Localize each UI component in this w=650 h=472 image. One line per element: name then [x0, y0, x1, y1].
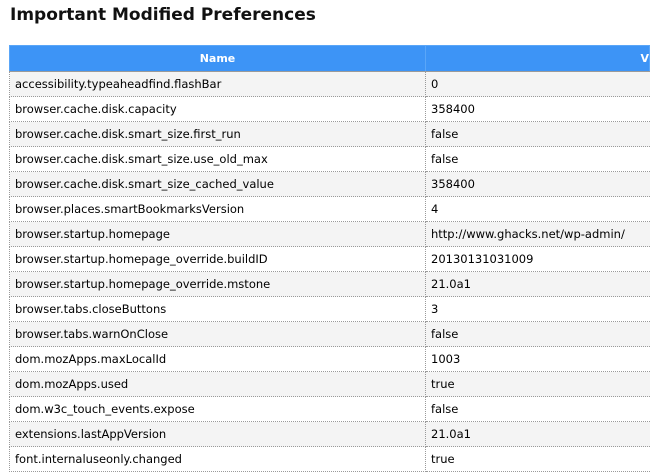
- pref-value-cell: 4: [426, 197, 650, 222]
- table-row: [10, 347, 650, 372]
- pref-name-cell: extensions.lastAppVersion: [10, 422, 426, 447]
- pref-value-cell: 358400: [426, 97, 650, 122]
- table-row: [10, 272, 650, 297]
- pref-value-cell: 0: [426, 72, 650, 97]
- pref-name-cell: browser.cache.disk.capacity: [10, 97, 426, 122]
- pref-name-cell: browser.cache.disk.smart_size.use_old_max: [10, 147, 426, 172]
- table-row: [10, 397, 650, 422]
- name-column-header: Name: [10, 46, 426, 72]
- pref-name-cell: browser.tabs.closeButtons: [10, 297, 426, 322]
- pref-name-cell: accessibility.typeaheadfind.flashBar: [10, 72, 426, 97]
- pref-name-cell: browser.startup.homepage: [10, 222, 426, 247]
- table-row: [10, 97, 650, 122]
- pref-name-cell: dom.mozApps.used: [10, 372, 426, 397]
- pref-value-cell: false: [426, 322, 650, 347]
- table-header-row: [10, 46, 650, 72]
- pref-value-cell: false: [426, 122, 650, 147]
- table-row: [10, 197, 650, 222]
- pref-name-cell: font.internaluseonly.changed: [10, 447, 426, 472]
- table-row: [10, 147, 650, 172]
- pref-value-cell: true: [426, 372, 650, 397]
- pref-name-cell: browser.tabs.warnOnClose: [10, 322, 426, 347]
- pref-name-cell: dom.mozApps.maxLocalId: [10, 347, 426, 372]
- table-row: [10, 247, 650, 272]
- pref-value-cell: true: [426, 447, 650, 472]
- pref-name-cell: dom.w3c_touch_events.expose: [10, 397, 426, 422]
- table-row: [10, 447, 650, 472]
- table-row: [10, 322, 650, 347]
- preferences-table-container: [9, 45, 649, 472]
- table-row: [10, 72, 650, 97]
- pref-name-cell: browser.places.smartBookmarksVersion: [10, 197, 426, 222]
- pref-value-cell: 1003: [426, 347, 650, 372]
- pref-value-cell: 20130131031009: [426, 247, 650, 272]
- pref-value-cell: 358400: [426, 172, 650, 197]
- pref-value-cell: http://www.ghacks.net/wp-admin/: [426, 222, 650, 247]
- table-row: [10, 172, 650, 197]
- page-title: Important Modified Preferences: [10, 5, 316, 25]
- pref-name-cell: browser.startup.homepage_override.buildID: [10, 247, 426, 272]
- table-row: [10, 422, 650, 447]
- preferences-table: [9, 45, 650, 472]
- table-row: [10, 297, 650, 322]
- pref-name-cell: browser.startup.homepage_override.mstone: [10, 272, 426, 297]
- pref-value-cell: 3: [426, 297, 650, 322]
- table-row: [10, 372, 650, 397]
- pref-value-cell: false: [426, 397, 650, 422]
- pref-name-cell: browser.cache.disk.smart_size_cached_value: [10, 172, 426, 197]
- pref-value-cell: 21.0a1: [426, 422, 650, 447]
- value-column-header: V: [426, 46, 650, 72]
- table-row: [10, 222, 650, 247]
- pref-value-cell: 21.0a1: [426, 272, 650, 297]
- pref-name-cell: browser.cache.disk.smart_size.first_run: [10, 122, 426, 147]
- table-row: [10, 122, 650, 147]
- pref-value-cell: false: [426, 147, 650, 172]
